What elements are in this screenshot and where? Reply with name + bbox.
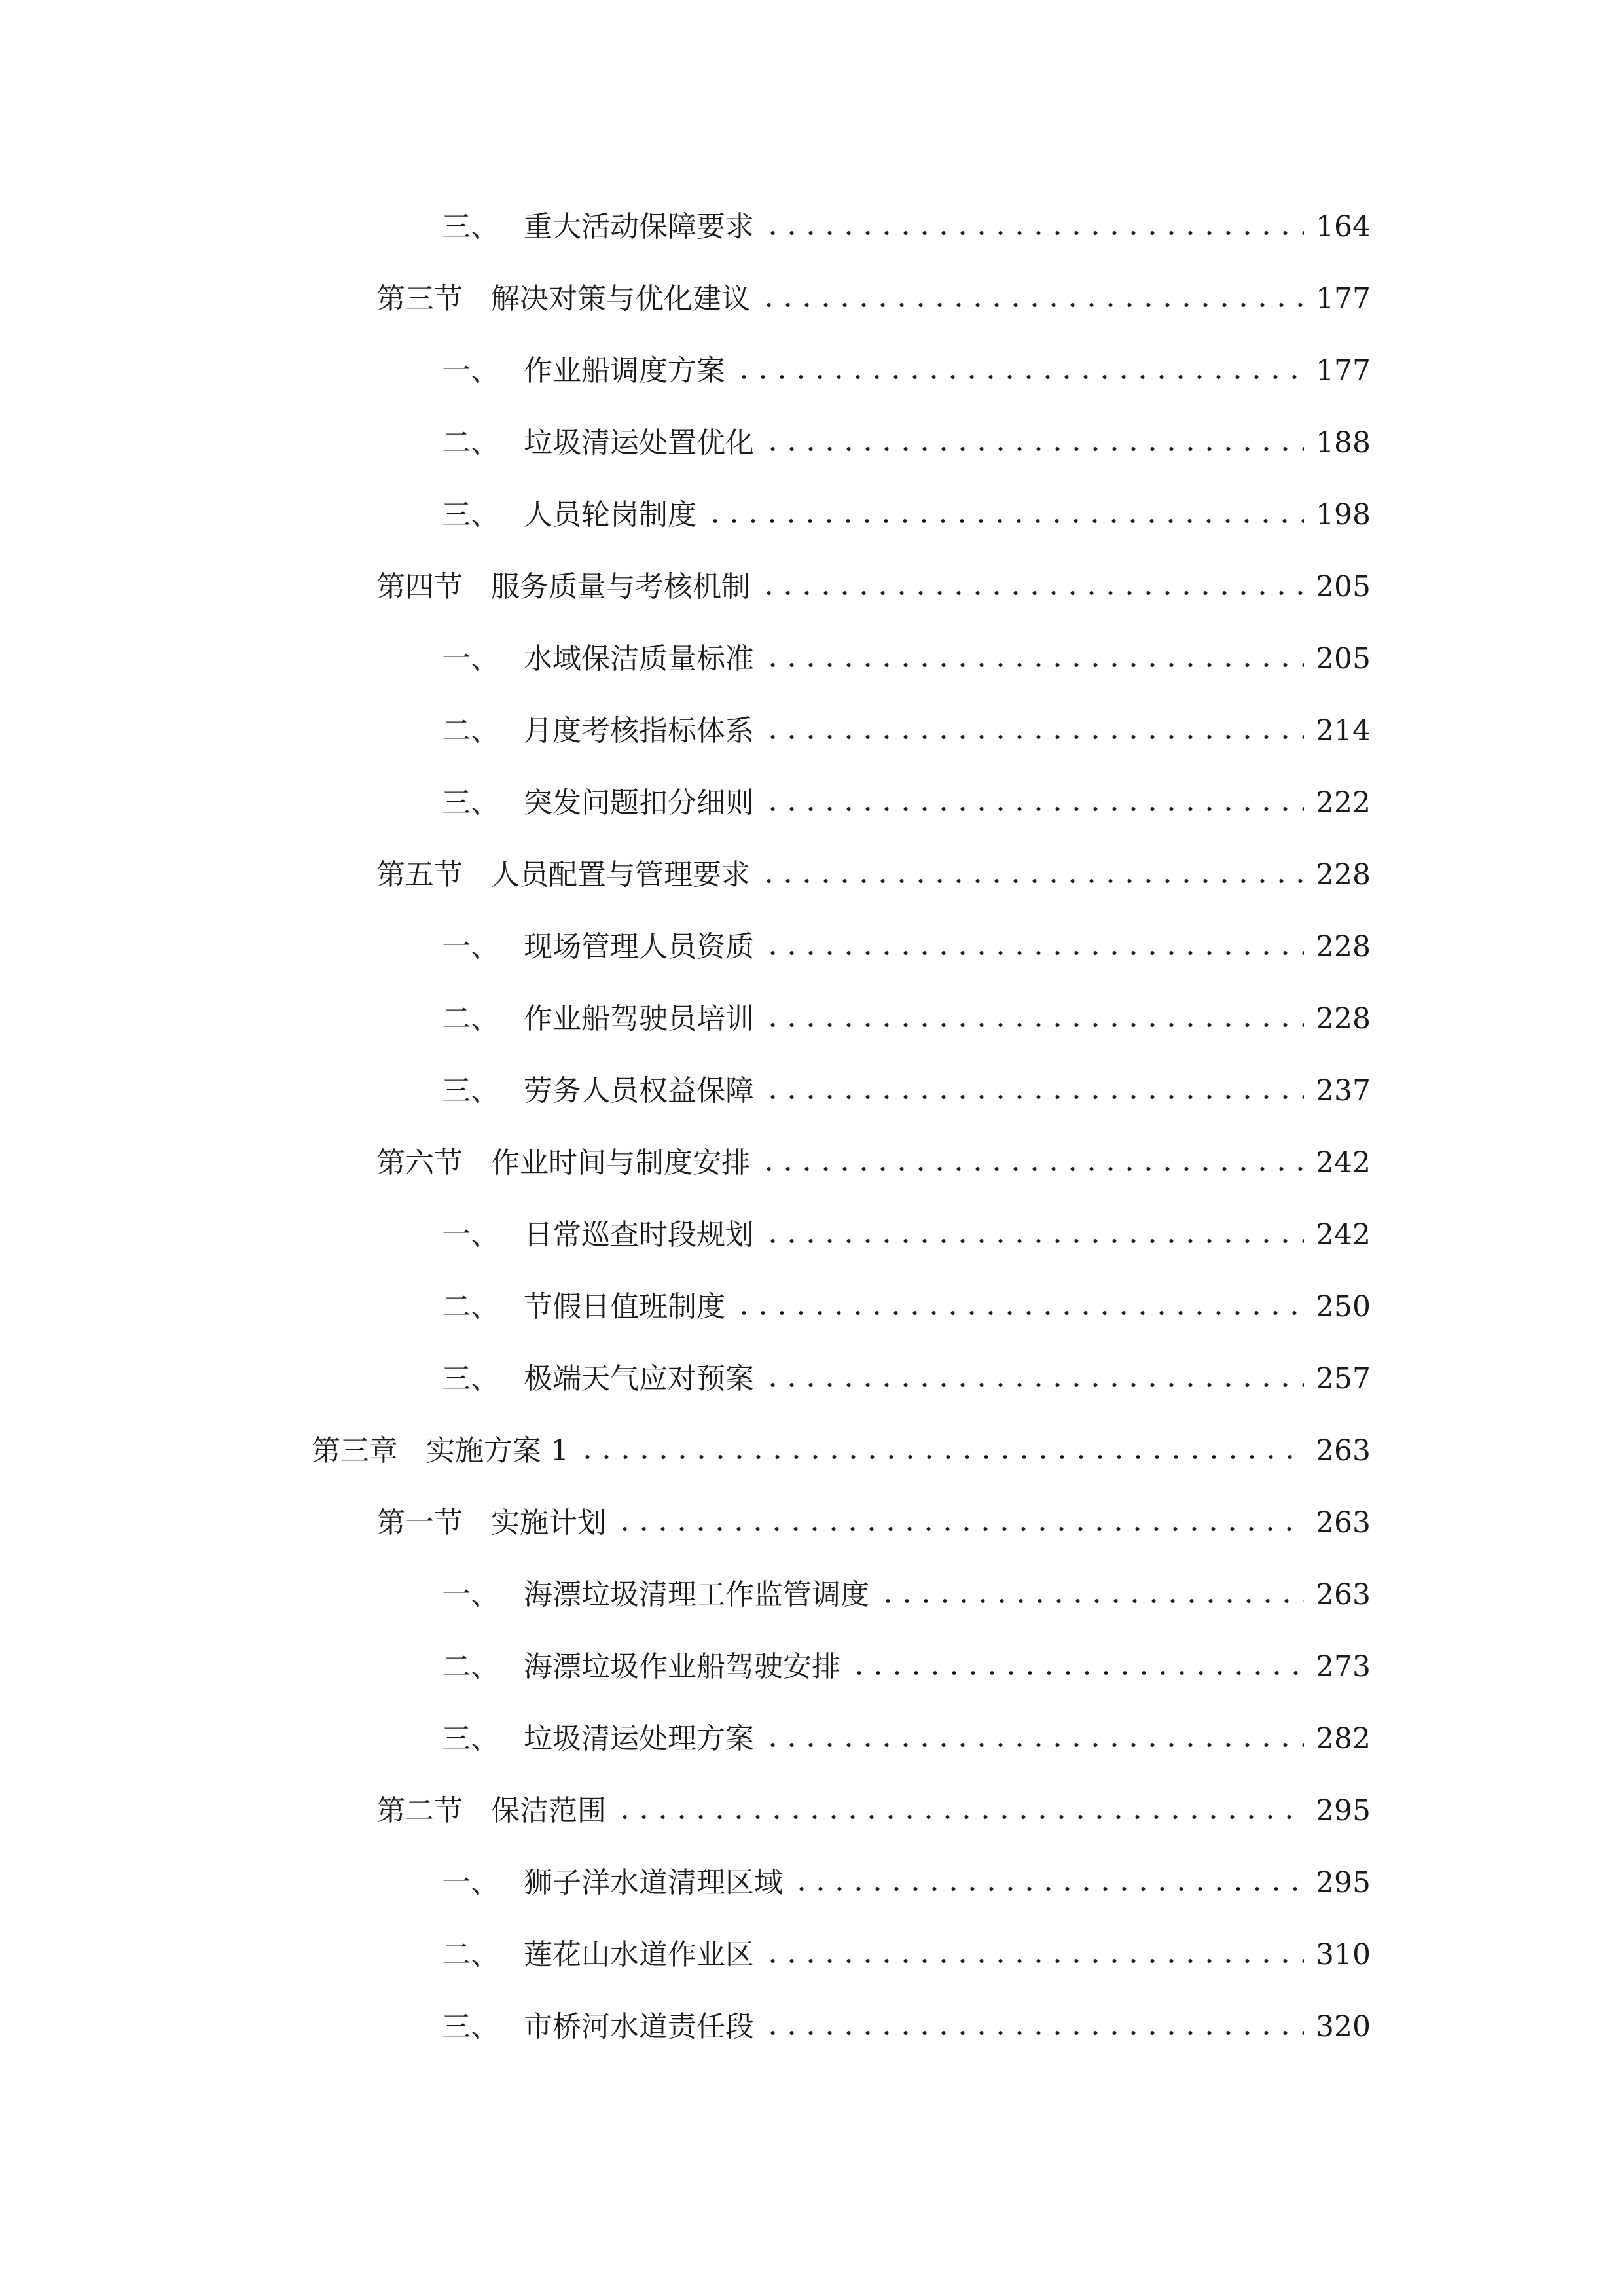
toc-entry[interactable] [442,1212,1371,1258]
toc-entry-page: 177 [1316,354,1371,387]
toc-entry-page: 320 [1316,2010,1371,2043]
toc-entry-page: 237 [1316,1074,1371,1107]
toc-entry-title: 作业船驾驶员培训 [524,1002,754,1035]
toc-entry-number: 三、 [442,1074,499,1107]
toc-entry-number: 三、 [442,786,499,819]
toc-leader-dots [615,1815,1304,1819]
toc-entry[interactable] [442,996,1371,1042]
toc-entry-number: 一、 [442,1866,499,1899]
toc-entry-title: 作业时间与制度安排 [491,1146,750,1179]
toc-entry-number: 一、 [442,642,499,675]
toc-entry-title: 人员配置与管理要求 [491,858,750,891]
toc-leader-dots [850,1671,1304,1675]
toc-entry[interactable] [442,708,1371,754]
toc-leader-dots [763,2031,1304,2035]
toc-leader-dots [578,1455,1304,1459]
toc-entry-page: 188 [1316,426,1371,459]
toc-entry-number: 三、 [442,210,499,243]
toc-entry-page: 205 [1316,642,1371,675]
toc-entry-number: 三、 [442,2010,499,2043]
toc-entry-page: 242 [1316,1146,1371,1179]
toc-leader-dots [706,519,1304,523]
toc-entry-number: 一、 [442,930,499,963]
toc-entry-title: 狮子洋水道清理区域 [524,1866,783,1899]
toc-entry-title: 现场管理人员资质 [524,930,754,963]
toc-leader-dots [763,807,1304,811]
toc-leader-dots [763,447,1304,451]
toc-entry[interactable] [442,1644,1371,1690]
toc-entry[interactable] [376,852,1371,898]
toc-entry[interactable] [442,924,1371,970]
toc-entry-page: 242 [1316,1218,1371,1251]
toc-leader-dots [763,1095,1304,1099]
toc-entry[interactable] [442,348,1371,394]
toc-entry-page: 295 [1316,1794,1371,1827]
toc-entry-number: 第三节 [376,282,463,315]
toc-entry-number: 第一节 [376,1506,463,1539]
toc-entry[interactable] [376,1140,1371,1186]
toc-entry-page: 273 [1316,1650,1371,1683]
toc-leader-dots [759,303,1304,307]
toc-entry-page: 310 [1316,1938,1371,1971]
toc-leader-dots [878,1599,1304,1603]
toc-entry-title: 服务质量与考核机制 [491,570,750,603]
toc-leader-dots [734,375,1304,379]
toc-entry-number: 三、 [442,1722,499,1755]
toc-entry[interactable] [442,2004,1371,2050]
toc-leader-dots [759,1167,1304,1171]
toc-entry-title: 月度考核指标体系 [524,714,754,747]
toc-entry-title: 保洁范围 [491,1794,606,1827]
toc-entry-page: 228 [1316,930,1371,963]
toc-entry-title: 垃圾清运处理方案 [524,1722,754,1755]
toc-entry-page: 198 [1316,498,1371,531]
toc-entry-page: 263 [1316,1434,1371,1467]
toc-entry[interactable] [442,1068,1371,1114]
toc-entry[interactable] [442,204,1371,250]
toc-entry[interactable] [376,1788,1371,1834]
toc-entry[interactable] [442,492,1371,538]
toc-entry-title: 水域保洁质量标准 [524,642,754,675]
toc-entry-page: 214 [1316,714,1371,747]
toc-entry-title: 人员轮岗制度 [524,498,696,531]
toc-entry[interactable] [312,1428,1371,1474]
toc-entry-title: 莲花山水道作业区 [524,1938,754,1971]
toc-entry-title: 节假日值班制度 [524,1290,725,1323]
toc-entry-page: 228 [1316,858,1371,891]
toc-leader-dots [763,1743,1304,1747]
toc-leader-dots [763,951,1304,955]
toc-entry-page: 205 [1316,570,1371,603]
toc-entry-number: 一、 [442,354,499,387]
toc-entry-number: 第六节 [376,1146,463,1179]
toc-entry-number: 第三章 [312,1434,398,1467]
toc-entry[interactable] [442,1356,1371,1402]
toc-entry[interactable] [442,1572,1371,1618]
toc-entry-title: 海漂垃圾清理工作监管调度 [524,1578,869,1611]
toc-entry-title: 垃圾清运处置优化 [524,426,754,459]
toc-entry-page: 257 [1316,1362,1371,1395]
toc-entry-title: 实施计划 [491,1506,606,1539]
toc-entry-title: 作业船调度方案 [524,354,725,387]
toc-leader-dots [763,1023,1304,1027]
toc-entry-number: 二、 [442,426,499,459]
toc-entry-title: 实施方案 1 [426,1434,569,1467]
toc-entry-page: 250 [1316,1290,1371,1323]
toc-entry-page: 177 [1316,282,1371,315]
toc-entry[interactable] [376,1500,1371,1546]
toc-entry[interactable] [442,636,1371,682]
toc-leader-dots [763,1239,1304,1243]
toc-entry-title: 突发问题扣分细则 [524,786,754,819]
toc-leader-dots [615,1527,1304,1531]
toc-entry[interactable] [376,564,1371,610]
toc-leader-dots [763,1383,1304,1387]
toc-entry-page: 282 [1316,1722,1371,1755]
toc-entry-number: 一、 [442,1218,499,1251]
toc-entry-number: 一、 [442,1578,499,1611]
toc-entry[interactable] [442,420,1371,466]
toc-entry-page: 222 [1316,786,1371,819]
toc-entry-number: 第五节 [376,858,463,891]
toc-entry-number: 二、 [442,1290,499,1323]
toc-entry[interactable] [442,1716,1371,1762]
toc-entry[interactable] [376,276,1371,322]
toc-entry-page: 228 [1316,1002,1371,1035]
toc-entry-number: 三、 [442,1362,499,1395]
toc-entry-number: 二、 [442,714,499,747]
toc-entry-number: 第二节 [376,1794,463,1827]
toc-entry-title: 市桥河水道责任段 [524,2010,754,2043]
toc-entry[interactable] [442,1932,1371,1978]
toc-entry-title: 劳务人员权益保障 [524,1074,754,1107]
toc-leader-dots [763,231,1304,235]
toc-entry-title: 海漂垃圾作业船驾驶安排 [524,1650,840,1683]
toc-leader-dots [792,1887,1304,1891]
toc-leader-dots [734,1311,1304,1315]
toc-entry-number: 第四节 [376,570,463,603]
toc-entry-page: 263 [1316,1578,1371,1611]
toc-entry-number: 三、 [442,498,499,531]
toc-entry-title: 重大活动保障要求 [524,210,754,243]
toc-leader-dots [759,879,1304,883]
toc-entry-number: 二、 [442,1938,499,1971]
toc-entry[interactable] [442,780,1371,826]
toc-entry-title: 解决对策与优化建议 [491,282,750,315]
toc-entry-title: 极端天气应对预案 [524,1362,754,1395]
toc-entry[interactable] [442,1860,1371,1906]
toc-entry-page: 164 [1316,210,1371,243]
toc-leader-dots [763,1959,1304,1963]
toc-entry-number: 二、 [442,1650,499,1683]
toc-entry-title: 日常巡查时段规划 [524,1218,754,1251]
toc-entry[interactable] [442,1284,1371,1330]
toc-leader-dots [763,735,1304,739]
toc-entry-page: 295 [1316,1866,1371,1899]
toc-leader-dots [763,663,1304,667]
toc-leader-dots [759,591,1304,595]
toc-entry-page: 263 [1316,1506,1371,1539]
toc-entry-number: 二、 [442,1002,499,1035]
